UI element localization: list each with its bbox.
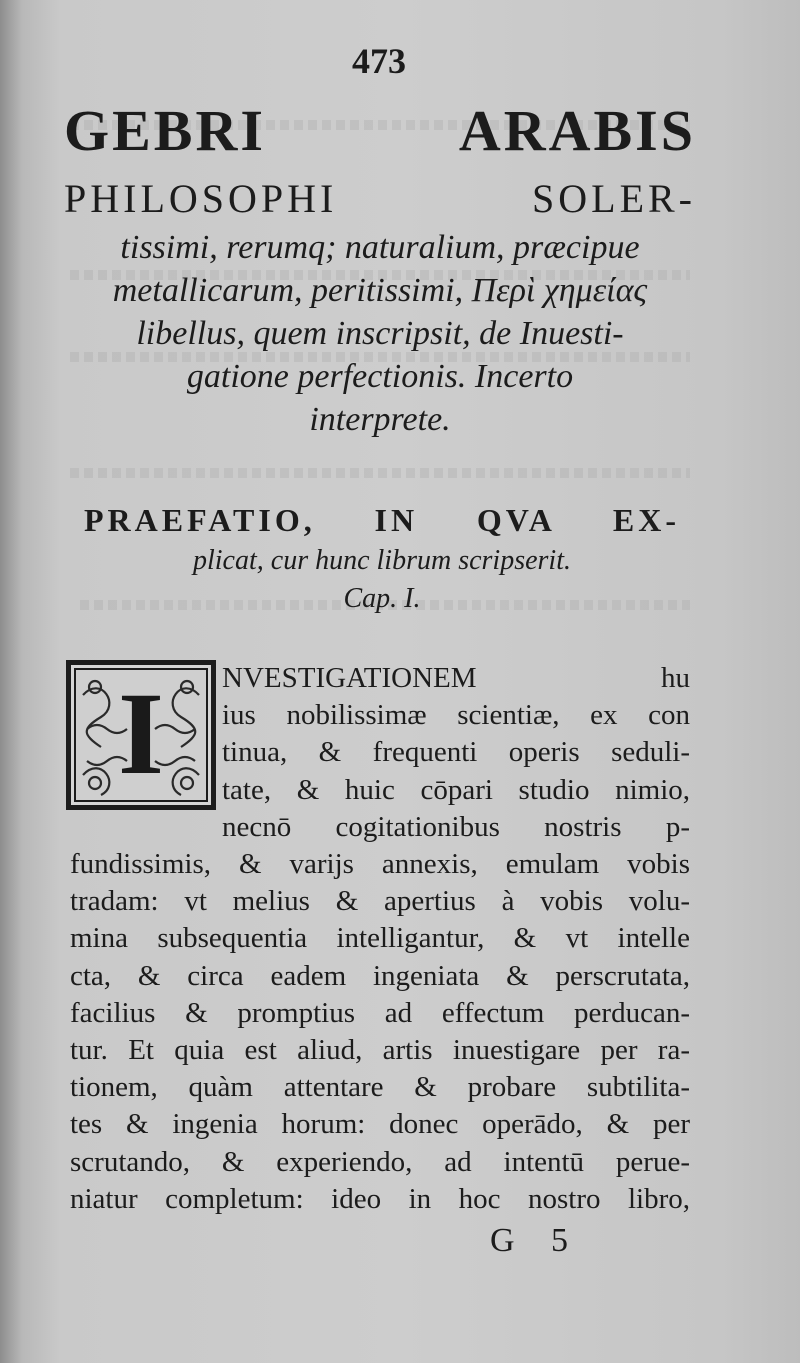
title-italic-line: interprete.: [309, 401, 451, 438]
body-line: tes & ingenia horum: donec operādo, & per: [70, 1108, 690, 1141]
body-line: tinua, & frequenti operis seduli-: [222, 736, 690, 769]
title-italic-line: tissimi, rerumq; naturalium, præcipue: [120, 229, 640, 266]
body-line: facilius & promptius ad effectum perducan-: [70, 996, 690, 1029]
body-line: niatur completum: ideo in hoc nostro libro,: [70, 1182, 690, 1215]
chapter-number: Cap. I.: [343, 583, 421, 614]
body-text: [70, 660, 690, 1218]
body-line: NVESTIGATIONEM hu: [222, 662, 690, 694]
body-line: fundissimis, & varijs annexis, emulam vobis: [70, 848, 690, 881]
title-line-2: PHILOSOPHI SOLER-: [64, 176, 696, 221]
body-line: tradam: vt melius & apertius à vobis volu-: [70, 885, 690, 918]
body-line: tur. Et quia est aliud, artis inuestigare per ra-: [70, 1034, 690, 1067]
chapter-subheading: plicat, cur hunc librum scripserit.: [193, 545, 571, 576]
body-line: cta, & circa eadem ingeniata & perscrutata,: [70, 959, 690, 992]
body-line: tionem, quàm attentare & probare subtilita-: [70, 1071, 690, 1104]
title-italic-lines: [64, 226, 696, 441]
signature-mark: G 5: [490, 1222, 583, 1259]
body-line: scrutando, & experiendo, ad intentū perue-: [70, 1145, 690, 1178]
title-italic-line: libellus, quem inscripsit, de Inuesti-: [136, 315, 624, 352]
page-number: 473: [352, 41, 406, 81]
body-line: ius nobilissimæ scientiæ, ex con: [222, 699, 690, 732]
initial-letter: I: [118, 668, 164, 799]
chapter-heading: PRAEFATIO, IN QVA EX-: [84, 502, 680, 538]
body-line: mina subsequentia intelligantur, & vt intelle: [70, 922, 690, 955]
body-line: tate, & huic cōpari studio nimio,: [222, 773, 690, 806]
chapter-header: [84, 498, 680, 618]
title-line-1: GEBRI ARABIS: [64, 98, 696, 163]
title-italic-line: gatione perfectionis. Incerto: [186, 358, 574, 395]
title-italic-line: metallicarum, peritissimi, Περὶ χημείας: [112, 272, 648, 309]
body-line: necnō cogitationibus nostris p-: [222, 810, 690, 843]
bleed-line: [70, 468, 690, 478]
title-block: [64, 90, 696, 441]
